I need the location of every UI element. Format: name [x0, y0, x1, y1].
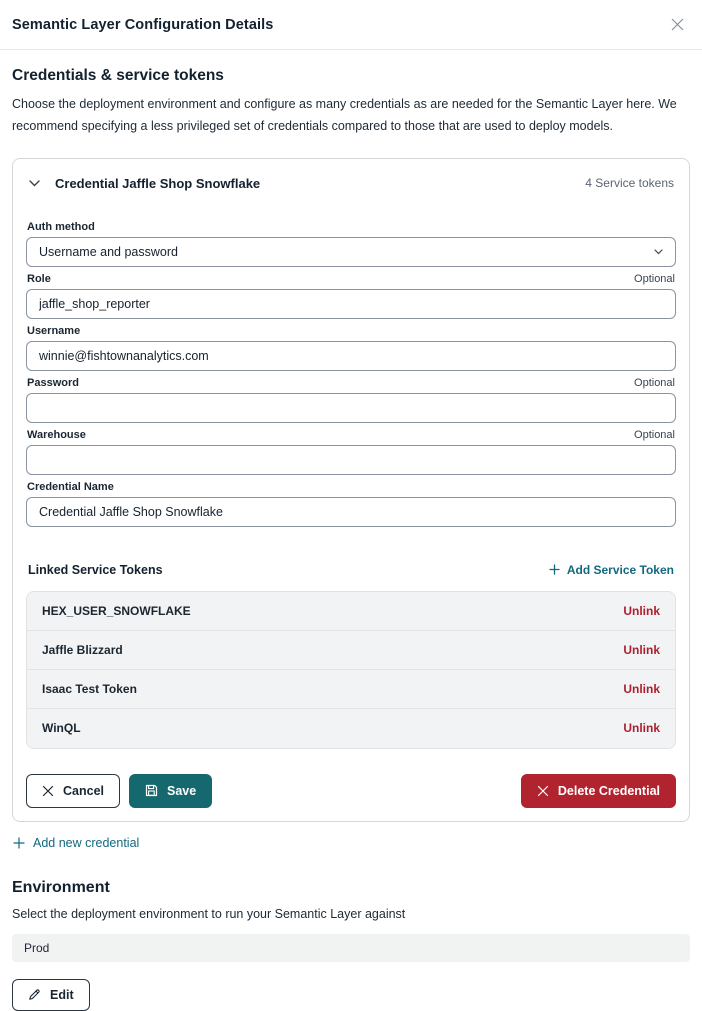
- save-button-label: Save: [167, 783, 197, 798]
- service-token-row: [27, 631, 675, 670]
- linked-tokens-header: [26, 563, 676, 577]
- auth-method-label: Auth method: [27, 220, 95, 233]
- warehouse-optional-tag: Optional: [634, 428, 675, 441]
- username-input[interactable]: [26, 341, 676, 371]
- service-token-row: [27, 592, 675, 631]
- save-disk-icon: [145, 784, 158, 797]
- token-unlink-link[interactable]: Unlink: [623, 603, 660, 618]
- password-label: Password: [27, 376, 79, 389]
- password-input[interactable]: [26, 393, 676, 423]
- chevron-down-icon[interactable]: [29, 180, 40, 187]
- credential-card-header: [26, 172, 676, 191]
- modal-header: [0, 0, 702, 50]
- page-body: [0, 67, 702, 1011]
- role-input[interactable]: [26, 289, 676, 319]
- edit-environment-label: Edit: [50, 987, 74, 1002]
- warehouse-label: Warehouse: [27, 428, 86, 441]
- cancel-button-label: Cancel: [63, 783, 104, 798]
- warehouse-input[interactable]: [26, 445, 676, 475]
- pencil-icon: [28, 988, 41, 1001]
- role-optional-tag: Optional: [634, 272, 675, 285]
- service-tokens-count: 4 Service tokens: [585, 176, 674, 191]
- warehouse-field-group: [26, 429, 676, 475]
- username-label: Username: [27, 324, 81, 337]
- credential-card: [12, 158, 690, 822]
- auth-method-select[interactable]: [26, 237, 676, 267]
- token-unlink-link[interactable]: Unlink: [623, 642, 660, 657]
- token-name: WinQL: [42, 721, 81, 736]
- token-name: HEX_USER_SNOWFLAKE: [42, 603, 191, 618]
- username-field-group: [26, 325, 676, 371]
- cancel-button[interactable]: [26, 774, 120, 808]
- add-new-credential-label: Add new credential: [33, 835, 140, 850]
- token-unlink-link[interactable]: Unlink: [623, 721, 660, 736]
- add-new-credential-button[interactable]: [12, 836, 139, 850]
- add-service-token-button[interactable]: [549, 563, 674, 577]
- auth-method-selected-value: Username and password: [39, 244, 178, 259]
- environment-description: Select the deployment environment to run your Semantic Layer against: [12, 906, 406, 921]
- auth-method-field-group: [26, 221, 676, 267]
- password-optional-tag: Optional: [634, 376, 675, 389]
- close-icon[interactable]: [666, 14, 688, 36]
- environment-value: Prod: [24, 940, 50, 955]
- save-button[interactable]: [129, 774, 212, 808]
- environment-value-field: [12, 934, 690, 962]
- role-field-group: [26, 273, 676, 319]
- add-service-token-label: Add Service Token: [566, 562, 674, 577]
- service-token-row: [27, 709, 675, 748]
- chevron-down-icon: [654, 249, 663, 255]
- service-token-list: [26, 591, 676, 749]
- plus-icon: [13, 837, 25, 849]
- close-icon: [42, 785, 54, 797]
- token-name: Isaac Test Token: [42, 681, 137, 696]
- credentials-section-heading: Credentials & service tokens: [12, 67, 224, 84]
- credential-form: [26, 221, 676, 527]
- credential-name-field-group: [26, 481, 676, 527]
- credential-name-input[interactable]: [26, 497, 676, 527]
- credentials-section-description: Choose the deployment environment and configure as many credentials as are needed for the Semantic Layer here. We recommend specifying a less privileged set of credentials compared to those that are used to deploy models.: [12, 97, 677, 133]
- token-name: Jaffle Blizzard: [42, 642, 123, 657]
- close-icon: [537, 785, 549, 797]
- service-token-row: [27, 670, 675, 709]
- environment-heading: Environment: [12, 878, 110, 896]
- credential-name-label: Credential Name: [27, 480, 114, 493]
- delete-credential-button-label: Delete Credential: [557, 783, 660, 798]
- linked-tokens-title: Linked Service Tokens: [28, 562, 163, 577]
- delete-credential-button[interactable]: [521, 774, 676, 808]
- password-field-group: [26, 377, 676, 423]
- token-unlink-link[interactable]: Unlink: [623, 681, 660, 696]
- credential-card-title: Credential Jaffle Shop Snowflake: [55, 175, 261, 191]
- page-title: Semantic Layer Configuration Details: [12, 16, 274, 33]
- edit-environment-button[interactable]: [12, 979, 90, 1011]
- plus-icon: [549, 564, 560, 575]
- role-label: Role: [27, 272, 51, 285]
- credential-card-actions: [26, 774, 676, 808]
